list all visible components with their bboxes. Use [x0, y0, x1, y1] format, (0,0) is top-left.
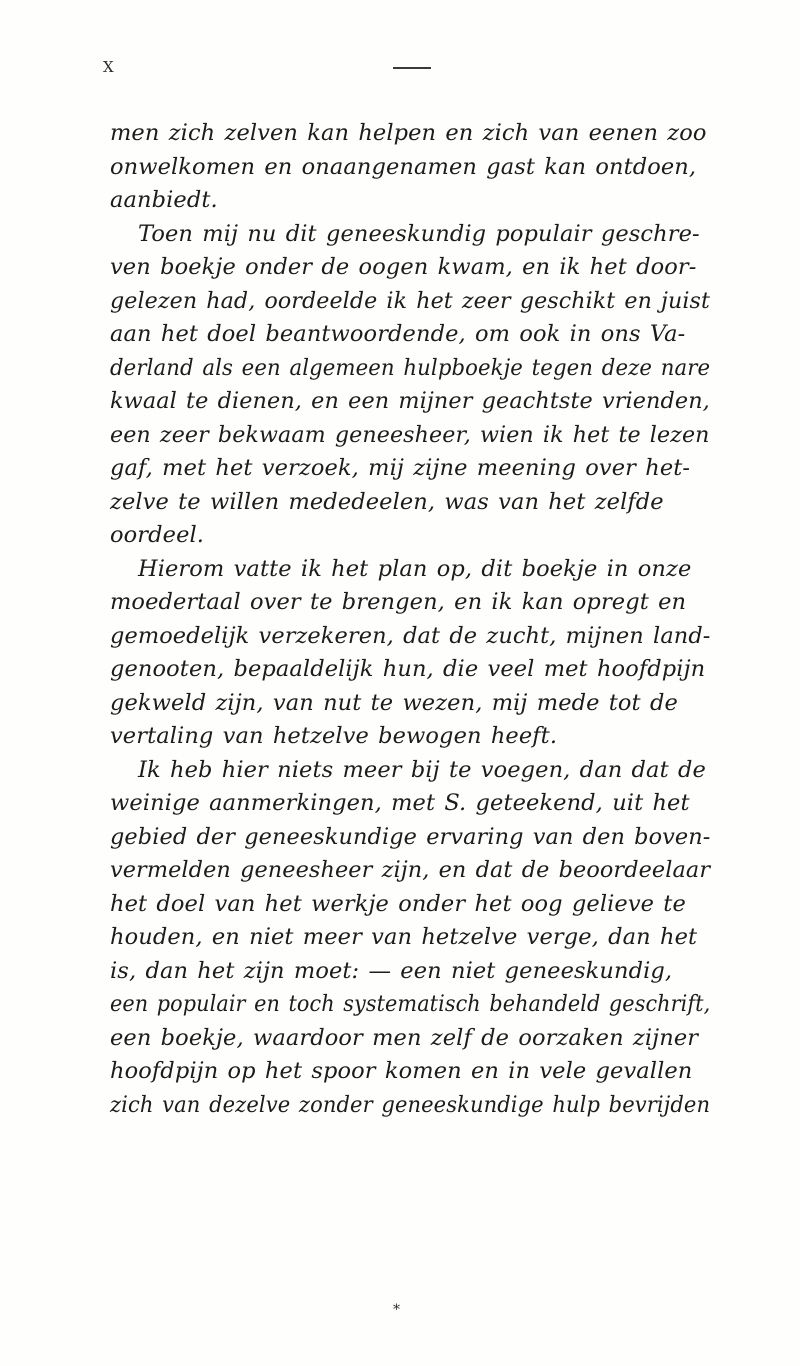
text-line: oordeel.	[110, 522, 205, 548]
text-line: ven boekje onder de oogen kwam, en ik het door-	[110, 254, 697, 280]
text-line: een zeer bekwaam geneesheer, wien ik het te lezen	[110, 421, 710, 448]
text-line: derland als een algemeen hulpboekje tegen deze nare	[110, 354, 711, 381]
signature-mark: *	[393, 1302, 400, 1318]
text-line: vermelden geneesheer zijn, en dat de beoordeelaar	[110, 857, 711, 883]
text-line: onwelkomen en onaangenamen gast kan ontdoen,	[110, 153, 697, 180]
text-line: het doel van het werkje onder het oog gelieve te	[110, 890, 686, 917]
text-line: houden, en niet meer van hetzelve verge, dan het	[110, 924, 698, 950]
text-line: weinige aanmerkingen, met S. geteekend, uit het	[110, 790, 690, 816]
text-line: men zich zelven kan helpen en zich van eenen zoo	[110, 120, 707, 146]
text-line: genooten, bepaaldelijk hun, die veel met hoofdpijn	[110, 656, 706, 682]
text-line: gebied der geneeskundige ervaring van den boven-	[110, 823, 711, 850]
text-line: kwaal te dienen, en een mijner geachtste vrienden,	[110, 388, 710, 414]
text-line: een populair en toch systematisch behandeld geschrift,	[110, 991, 711, 1017]
text-line: zich van dezelve zonder geneeskundige hulp bevrijden	[110, 1091, 711, 1118]
text-line: gelezen had, oordeelde ik het zeer geschikt en juist	[110, 287, 711, 314]
body-text	[110, 117, 710, 1122]
text-line: gaf, met het verzoek, mij zijne meening over het-	[110, 455, 691, 481]
paragraph-start-line: Ik heb hier niets meer bij te voegen, dan dat de	[138, 756, 706, 783]
page-number: X	[103, 58, 114, 76]
text-line: aanbiedt.	[110, 187, 218, 213]
text-line: aan het doel beantwoordende, om ook in ons Va-	[110, 321, 686, 347]
text-line: een boekje, waardoor men zelf de oorzaken zijner	[110, 1024, 699, 1051]
text-line: zelve te willen mededeelen, was van het zelfde	[110, 488, 664, 515]
text-line: gekweld zijn, van nut te wezen, mij mede tot de	[110, 689, 678, 716]
paragraph-start-line: Hierom vatte ik het plan op, dit boekje in onze	[138, 555, 692, 582]
text-line: is, dan het zijn moet: — een niet geneeskundig,	[110, 957, 673, 984]
text-line: gemoedelijk verzekeren, dat de zucht, mijnen land-	[110, 622, 711, 649]
text-line: hoofdpijn op het spoor komen en in vele gevallen	[110, 1058, 693, 1084]
header-rule	[393, 67, 431, 69]
text-line: vertaling van hetzelve bewogen heeft.	[110, 723, 558, 749]
text-line: moedertaal over te brengen, en ik kan opregt en	[110, 589, 687, 615]
paragraph-start-line: Toen mij nu dit geneeskundig populair geschre-	[138, 220, 700, 247]
